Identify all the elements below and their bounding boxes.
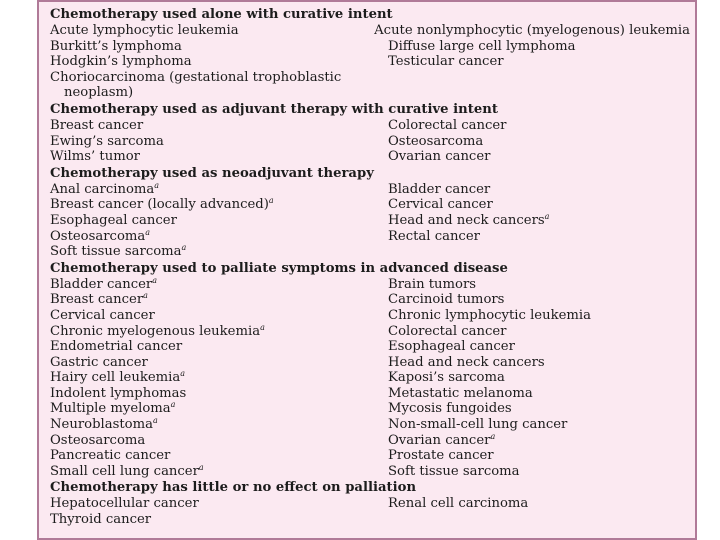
footnote-marker: a xyxy=(143,291,148,301)
cell-text: Esophageal cancer xyxy=(388,339,515,355)
cell-left xyxy=(50,308,388,324)
footnote-marker: a xyxy=(152,275,157,285)
section-heading: Chemotherapy has little or no effect on palliation xyxy=(50,480,417,496)
cell-text: Breast cancer xyxy=(50,117,144,133)
cell-right xyxy=(388,213,690,229)
cell-left xyxy=(50,277,388,293)
footnote-marker: a xyxy=(268,196,274,206)
cell-text: Diffuse large cell lymphoma xyxy=(388,38,576,54)
cell-text: Carcinoid tumors xyxy=(388,292,505,308)
footnote-marker: a xyxy=(260,322,265,332)
table-section xyxy=(50,480,690,527)
cell-text: Acute lymphocytic leukemia xyxy=(50,23,239,38)
cell-right xyxy=(388,324,690,340)
cell-right xyxy=(374,23,690,39)
table-row xyxy=(50,496,690,512)
cell-left xyxy=(50,54,388,70)
cell-text: Ovarian cancer xyxy=(388,149,491,165)
cell-text: Soft tissue sarcoma xyxy=(388,463,520,479)
table-section xyxy=(50,102,690,165)
cell-left xyxy=(50,229,388,245)
cell-left xyxy=(50,448,388,464)
cell-left xyxy=(50,149,388,165)
cell-right xyxy=(388,54,690,70)
cell-right xyxy=(388,355,690,371)
cell-text: Breast cancer (locally advanced) xyxy=(50,197,269,213)
cell-left xyxy=(50,464,388,480)
cell-text: Renal cell carcinoma xyxy=(388,496,529,512)
section-heading: Chemotherapy used to palliate symptoms in advanced disease xyxy=(50,260,508,276)
cell-text: Chronic myelogenous leukemia xyxy=(50,323,261,339)
cell-left xyxy=(50,401,388,417)
cell-text: Bladder cancer xyxy=(388,181,491,197)
footnote-marker: a xyxy=(152,416,158,426)
table-row xyxy=(50,401,690,417)
footnote-marker: a xyxy=(154,180,160,190)
table-content xyxy=(50,7,690,529)
cell-text: Neuroblastoma xyxy=(50,417,153,433)
table-row xyxy=(50,149,690,165)
table-row xyxy=(50,308,690,324)
cell-text: Gastric cancer xyxy=(50,354,148,370)
cell-left xyxy=(50,70,388,86)
cell-text: Anal carcinoma xyxy=(50,181,155,197)
cell-text: Chronic lymphocytic leukemia xyxy=(388,307,591,323)
table-row xyxy=(50,39,690,55)
cell-left xyxy=(50,134,388,150)
cell-left xyxy=(50,39,388,55)
table-panel xyxy=(37,0,697,540)
cell-left xyxy=(50,355,388,371)
cell-right xyxy=(388,464,690,480)
cell-text: Cervical cancer xyxy=(388,197,493,213)
table-row xyxy=(50,417,690,433)
cell-text: Mycosis fungoides xyxy=(388,401,512,417)
cell-text: Choriocarcinoma (gestational trophoblastic xyxy=(50,69,342,85)
table-row xyxy=(50,182,690,198)
cell-text: Head and neck cancers xyxy=(388,354,545,370)
cell-text: Hepatocellular cancer xyxy=(50,496,199,512)
table-row xyxy=(50,324,690,340)
cell-right xyxy=(402,85,690,101)
cell-right xyxy=(388,197,690,213)
cell-right xyxy=(388,512,690,528)
cell-text: Osteosarcoma xyxy=(50,432,146,448)
cell-text: Metastatic melanoma xyxy=(388,385,533,401)
cell-text: Hodgkin’s lymphoma xyxy=(50,54,192,70)
table-row xyxy=(50,512,690,528)
cell-text: Soft tissue sarcoma xyxy=(50,244,182,260)
cell-text: Ovarian cancer xyxy=(388,432,491,448)
table-row xyxy=(50,448,690,464)
cell-left xyxy=(50,512,388,528)
table-row xyxy=(50,54,690,70)
cell-text: Rectal cancer xyxy=(388,228,480,244)
cell-left xyxy=(50,433,388,449)
cell-text: Burkitt’s lymphoma xyxy=(50,38,182,54)
table-row xyxy=(50,134,690,150)
table-section xyxy=(50,7,690,101)
cell-text: Indolent lymphomas xyxy=(50,385,187,401)
cell-right xyxy=(388,339,690,355)
footnote-marker: a xyxy=(490,431,496,441)
cell-right xyxy=(388,134,690,150)
cell-right xyxy=(388,308,690,324)
footnote-marker: a xyxy=(181,243,187,253)
cell-right xyxy=(388,182,690,198)
table-row xyxy=(50,213,690,229)
table-row xyxy=(50,229,690,245)
cell-right xyxy=(388,70,690,86)
cell-right xyxy=(388,149,690,165)
cell-left xyxy=(50,496,388,512)
cell-text: Prostate cancer xyxy=(388,448,494,464)
cell-left xyxy=(50,197,388,213)
cell-text: Kaposi’s sarcoma xyxy=(388,370,505,386)
cell-text: Endometrial cancer xyxy=(50,339,183,355)
cell-text: Osteosarcoma xyxy=(50,228,146,244)
cell-text: Breast cancer xyxy=(50,292,144,308)
cell-left xyxy=(50,417,388,433)
cell-left xyxy=(50,292,388,308)
footnote-marker: a xyxy=(145,227,151,237)
cell-left xyxy=(50,213,388,229)
table-row xyxy=(50,244,690,260)
cell-text: Pancreatic cancer xyxy=(50,448,171,464)
cell-right xyxy=(388,433,690,449)
cell-text: Head and neck cancers xyxy=(388,212,545,228)
cell-text: neoplasm) xyxy=(64,85,134,101)
table-row xyxy=(50,118,690,134)
cell-text: Non-small-cell lung cancer xyxy=(388,417,568,433)
cell-right xyxy=(388,448,690,464)
cell-text: Hairy cell leukemia xyxy=(50,370,181,386)
cell-left xyxy=(50,85,402,101)
table-row xyxy=(50,277,690,293)
cell-text: Small cell lung cancer xyxy=(50,463,199,479)
cell-text: Bladder cancer xyxy=(50,276,153,292)
table-row xyxy=(50,339,690,355)
cell-text: Ewing’s sarcoma xyxy=(50,133,164,149)
cell-left xyxy=(50,118,388,134)
table-row xyxy=(50,85,690,101)
cell-right xyxy=(388,39,690,55)
cell-left xyxy=(50,324,388,340)
table-section xyxy=(50,261,690,480)
cell-left xyxy=(50,339,388,355)
cell-text: Colorectal cancer xyxy=(388,323,507,339)
cell-right xyxy=(388,244,690,260)
cell-right xyxy=(388,496,690,512)
cell-text: Testicular cancer xyxy=(388,54,504,70)
footnote-marker: a xyxy=(170,400,176,410)
table-row xyxy=(50,370,690,386)
cell-text: Acute nonlymphocytic (myelogenous) leukemia xyxy=(374,23,690,38)
table-row xyxy=(50,386,690,402)
footnote-marker: a xyxy=(198,462,204,472)
section-heading: Chemotherapy used alone with curative intent xyxy=(50,7,393,22)
table-row xyxy=(50,355,690,371)
section-heading: Chemotherapy used as neoadjuvant therapy xyxy=(50,165,374,181)
cell-right xyxy=(388,277,690,293)
cell-right xyxy=(388,370,690,386)
cell-text: Esophageal cancer xyxy=(50,212,177,228)
cell-text: Multiple myeloma xyxy=(50,401,171,417)
top-rule xyxy=(39,0,695,2)
table-row xyxy=(50,197,690,213)
table-row xyxy=(50,292,690,308)
footnote-marker: a xyxy=(544,211,550,221)
cell-text: Colorectal cancer xyxy=(388,117,507,133)
cell-text: Thyroid cancer xyxy=(50,512,152,528)
table-row xyxy=(50,464,690,480)
cell-right xyxy=(388,118,690,134)
cell-text: Wilms’ tumor xyxy=(50,149,140,165)
cell-left xyxy=(50,386,388,402)
table-section xyxy=(50,166,690,260)
table-row xyxy=(50,70,690,86)
cell-right xyxy=(388,401,690,417)
cell-left xyxy=(50,182,388,198)
section-heading: Chemotherapy used as adjuvant therapy with curative intent xyxy=(50,101,498,117)
table-row xyxy=(50,23,690,39)
cell-text: Brain tumors xyxy=(388,276,477,292)
cell-right xyxy=(388,292,690,308)
cell-right xyxy=(388,417,690,433)
cell-right xyxy=(388,229,690,245)
table-row xyxy=(50,433,690,449)
cell-left xyxy=(50,244,388,260)
cell-left xyxy=(50,23,374,39)
footnote-marker: a xyxy=(180,369,186,379)
cell-text: Cervical cancer xyxy=(50,307,155,323)
cell-text: Osteosarcoma xyxy=(388,133,484,149)
cell-right xyxy=(388,386,690,402)
cell-left xyxy=(50,370,388,386)
